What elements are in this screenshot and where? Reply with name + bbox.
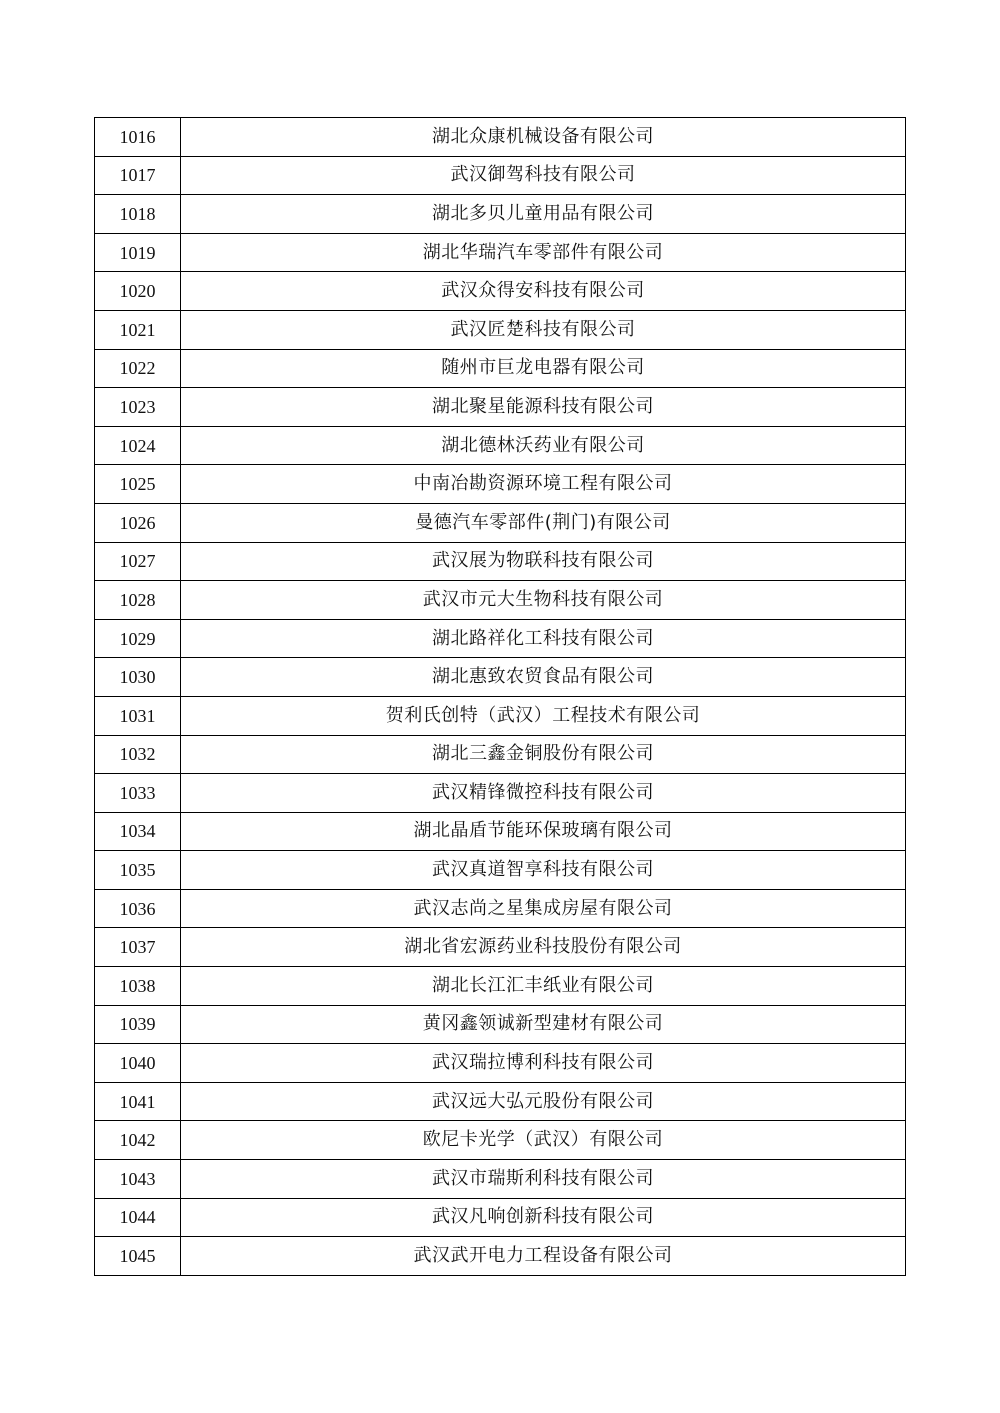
- company-name: 欧尼卡光学（武汉）有限公司: [181, 1121, 906, 1160]
- row-number: 1035: [95, 851, 181, 890]
- table-row: [95, 812, 906, 851]
- table-row: [95, 503, 906, 542]
- company-name: 湖北聚星能源科技有限公司: [181, 388, 906, 427]
- table-row: [95, 889, 906, 928]
- company-name: 湖北多贝儿童用品有限公司: [181, 195, 906, 234]
- row-number: 1028: [95, 581, 181, 620]
- company-name: 湖北德林沃药业有限公司: [181, 426, 906, 465]
- company-name: 武汉精锋微控科技有限公司: [181, 774, 906, 813]
- company-name: 武汉志尚之星集成房屋有限公司: [181, 889, 906, 928]
- table-row: [95, 851, 906, 890]
- row-number: 1037: [95, 928, 181, 967]
- table-row: [95, 542, 906, 581]
- company-name: 武汉远大弘元股份有限公司: [181, 1082, 906, 1121]
- table-row: [95, 696, 906, 735]
- row-number: 1039: [95, 1005, 181, 1044]
- table-row: [95, 1082, 906, 1121]
- row-number: 1018: [95, 195, 181, 234]
- row-number: 1024: [95, 426, 181, 465]
- table-row: [95, 1160, 906, 1199]
- row-number: 1038: [95, 967, 181, 1006]
- row-number: 1034: [95, 812, 181, 851]
- company-name: 中南冶勘资源环境工程有限公司: [181, 465, 906, 504]
- table-row: [95, 1198, 906, 1237]
- table-row: [95, 1005, 906, 1044]
- company-name: 武汉众得安科技有限公司: [181, 272, 906, 311]
- row-number: 1023: [95, 388, 181, 427]
- company-name: 湖北惠致农贸食品有限公司: [181, 658, 906, 697]
- row-number: 1032: [95, 735, 181, 774]
- company-name: 湖北三鑫金铜股份有限公司: [181, 735, 906, 774]
- table-row: [95, 967, 906, 1006]
- company-name: 武汉真道智享科技有限公司: [181, 851, 906, 890]
- table-row: [95, 156, 906, 195]
- table-row: [95, 774, 906, 813]
- row-number: 1042: [95, 1121, 181, 1160]
- table-row: [95, 349, 906, 388]
- row-number: 1019: [95, 233, 181, 272]
- table-row: [95, 1237, 906, 1276]
- company-name: 湖北华瑞汽车零部件有限公司: [181, 233, 906, 272]
- table-row: [95, 1044, 906, 1083]
- table-row: [95, 310, 906, 349]
- table-row: [95, 735, 906, 774]
- company-name: 随州市巨龙电器有限公司: [181, 349, 906, 388]
- company-name: 湖北晶盾节能环保玻璃有限公司: [181, 812, 906, 851]
- company-name: 武汉凡响创新科技有限公司: [181, 1198, 906, 1237]
- table-row: [95, 118, 906, 157]
- row-number: 1040: [95, 1044, 181, 1083]
- row-number: 1026: [95, 503, 181, 542]
- table-body: [95, 118, 906, 1276]
- row-number: 1029: [95, 619, 181, 658]
- row-number: 1044: [95, 1198, 181, 1237]
- table-row: [95, 1121, 906, 1160]
- company-name: 黄冈鑫领诚新型建材有限公司: [181, 1005, 906, 1044]
- company-name: 湖北省宏源药业科技股份有限公司: [181, 928, 906, 967]
- company-name: 湖北众康机械设备有限公司: [181, 118, 906, 157]
- table-row: [95, 388, 906, 427]
- table-row: [95, 233, 906, 272]
- company-name: 武汉市元大生物科技有限公司: [181, 581, 906, 620]
- row-number: 1045: [95, 1237, 181, 1276]
- company-list-table: [94, 117, 906, 1276]
- company-name: 武汉展为物联科技有限公司: [181, 542, 906, 581]
- company-name: 武汉武开电力工程设备有限公司: [181, 1237, 906, 1276]
- row-number: 1022: [95, 349, 181, 388]
- company-name: 曼德汽车零部件(荆门)有限公司: [181, 503, 906, 542]
- table-row: [95, 658, 906, 697]
- row-number: 1031: [95, 696, 181, 735]
- row-number: 1030: [95, 658, 181, 697]
- row-number: 1017: [95, 156, 181, 195]
- company-name: 贺利氏创特（武汉）工程技术有限公司: [181, 696, 906, 735]
- table-row: [95, 272, 906, 311]
- table-row: [95, 619, 906, 658]
- row-number: 1041: [95, 1082, 181, 1121]
- company-name: 武汉匠楚科技有限公司: [181, 310, 906, 349]
- row-number: 1036: [95, 889, 181, 928]
- company-name: 武汉御驾科技有限公司: [181, 156, 906, 195]
- company-name: 武汉市瑞斯利科技有限公司: [181, 1160, 906, 1199]
- row-number: 1025: [95, 465, 181, 504]
- row-number: 1027: [95, 542, 181, 581]
- table-row: [95, 426, 906, 465]
- row-number: 1033: [95, 774, 181, 813]
- table-row: [95, 928, 906, 967]
- table-row: [95, 465, 906, 504]
- table-row: [95, 581, 906, 620]
- company-name: 武汉瑞拉博利科技有限公司: [181, 1044, 906, 1083]
- row-number: 1021: [95, 310, 181, 349]
- table-row: [95, 195, 906, 234]
- company-name: 湖北路祥化工科技有限公司: [181, 619, 906, 658]
- row-number: 1043: [95, 1160, 181, 1199]
- row-number: 1016: [95, 118, 181, 157]
- company-name: 湖北长江汇丰纸业有限公司: [181, 967, 906, 1006]
- row-number: 1020: [95, 272, 181, 311]
